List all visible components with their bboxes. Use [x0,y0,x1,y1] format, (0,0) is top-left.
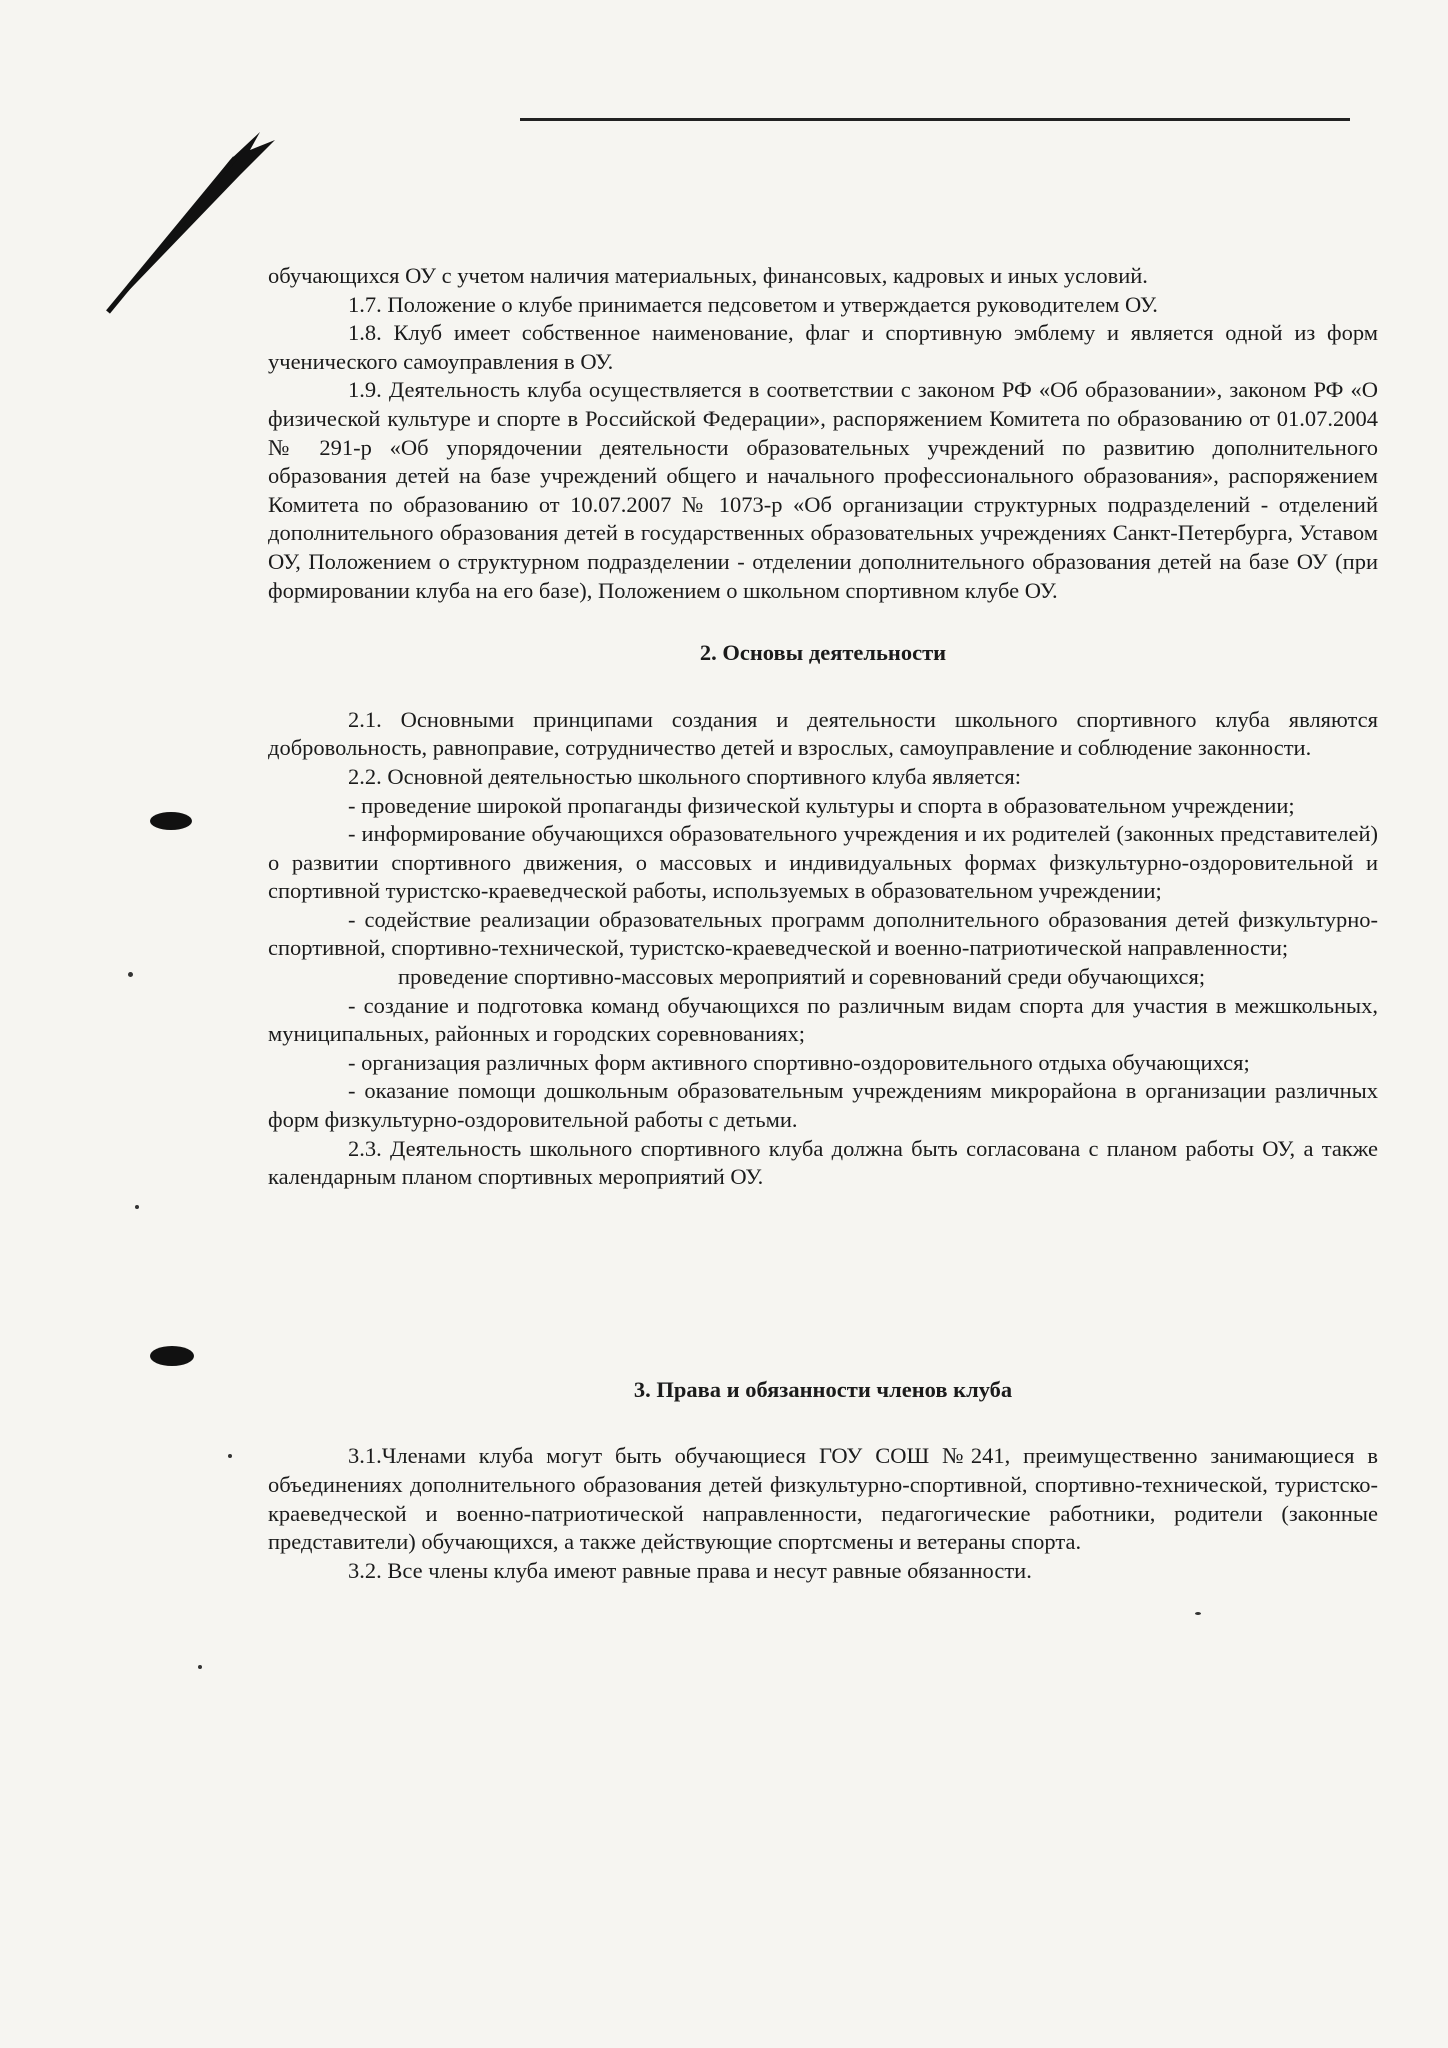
list-item: - создание и подготовка команд обучающихся по различным видам спорта для участия в межшкольных, муниципальных, районных и городских соревнованиях; [268,992,1378,1047]
document-body [268,262,1378,1585]
list-item: - информирование обучающихся образовательного учреждения и их родителей (законных представителей) о развитии спортивного движения, о массовых и индивидуальных формах физкультурно-оздоровительной и спортивной туристско-краеведческой работы, используемых в образовательном учреждении; [268,821,1378,904]
list-item: - оказание помощи дошкольным образовательным учреждениям микрорайона в организации различных форм физкультурно-оздоровительной работы с детьми. [268,1078,1378,1133]
clause-3-2: 3.2. Все члены клуба имеют равные права и несут равные обязанности. [348,1557,1032,1583]
ink-speck [128,972,133,977]
clause-1-8: 1.8. Клуб имеет собственное наименование, флаг и спортивную эмблему и является одной из форм ученического самоуправления в ОУ. [268,320,1378,374]
list-item: - организация различных форм активного спортивно-оздоровительного отдыха обучающихся; [348,1049,1250,1075]
list-item: - проведение широкой пропаганды физической культуры и спорта в образовательном учреждении; [348,792,1295,818]
list-item: - содействие реализации образовательных программ дополнительного образования детей физкультурно-спортивной, спортивно-технической, туристско-краеведческой и военно-патриотической направленности; [268,906,1378,961]
clause-2-1: 2.1. Основными принципами создания и деятельности школьного спортивного клуба являются добровольность, равноправие, сотрудничество детей и взрослых, самоуправление и соблюдение законности. [268,706,1378,761]
ink-speck [198,1665,202,1669]
ink-speck [1195,1612,1201,1615]
ink-speck [228,1454,232,1458]
top-rule [520,118,1350,121]
ink-blot [150,812,192,830]
section-2-heading: 2. Основы деятельности [699,640,947,666]
pen-stroke-mark [100,120,290,320]
clause-1-7: 1.7. Положение о клубе принимается педсоветом и утверждается руководителем ОУ. [348,291,1158,317]
clause-3-1: 3.1.Членами клуба могут быть обучающиеся ГОУ СОШ №241, преимущественно занимающиеся в объединениях дополнительного образования детей физкультурно-спортивной, спортивно-технической, туристско-краеведческой и военно-патриотической направленности, педагогические работники, родители (законные представители) обучающихся, а также действующие спортсмены и ветераны спорта. [268,1443,1378,1555]
section-3-heading: 3. Права и обязанности членов клуба [633,1376,1013,1402]
clause-2-3: 2.3. Деятельность школьного спортивного клуба должна быть согласована с планом работы ОУ, а также календарным планом спортивных мероприятий ОУ. [268,1135,1378,1190]
blank-space [268,1192,1378,1342]
ink-blot [150,1346,194,1366]
clause-1-9: 1.9. Деятельность клуба осуществляется в соответствии с законом РФ «Об образовании», законом РФ «О физической культуре и спорте в Российской Федерации», распоряжением Комитета по образованию от 01.07.2004 № 291-р «Об упорядочении деятельности образовательных учреждений по развитию дополнительного образования детей на базе учреждений общего и начального профессионального образования», распоряжением Комитета по образованию от 10.07.2007 № 1073-р «Об организации структурных подразделений - отделений дополнительного образования детей в государственных образовательных учреждениях Санкт-Петербурга, Уставом ОУ, Положением о структурном подразделении - отделении дополнительного образования детей на базе ОУ (при формировании клуба на его базе), Положением о школьном спортивном клубе ОУ. [268,377,1378,603]
clause-2-2: 2.2. Основной деятельностью школьного спортивного клуба является: [348,763,1022,789]
ink-speck [135,1205,139,1209]
section1-continuation: обучающихся ОУ с учетом наличия материальных, финансовых, кадровых и иных условий. [268,263,1148,288]
list-item: проведение спортивно-массовых мероприятий и соревнований среди обучающихся; [398,964,1206,990]
